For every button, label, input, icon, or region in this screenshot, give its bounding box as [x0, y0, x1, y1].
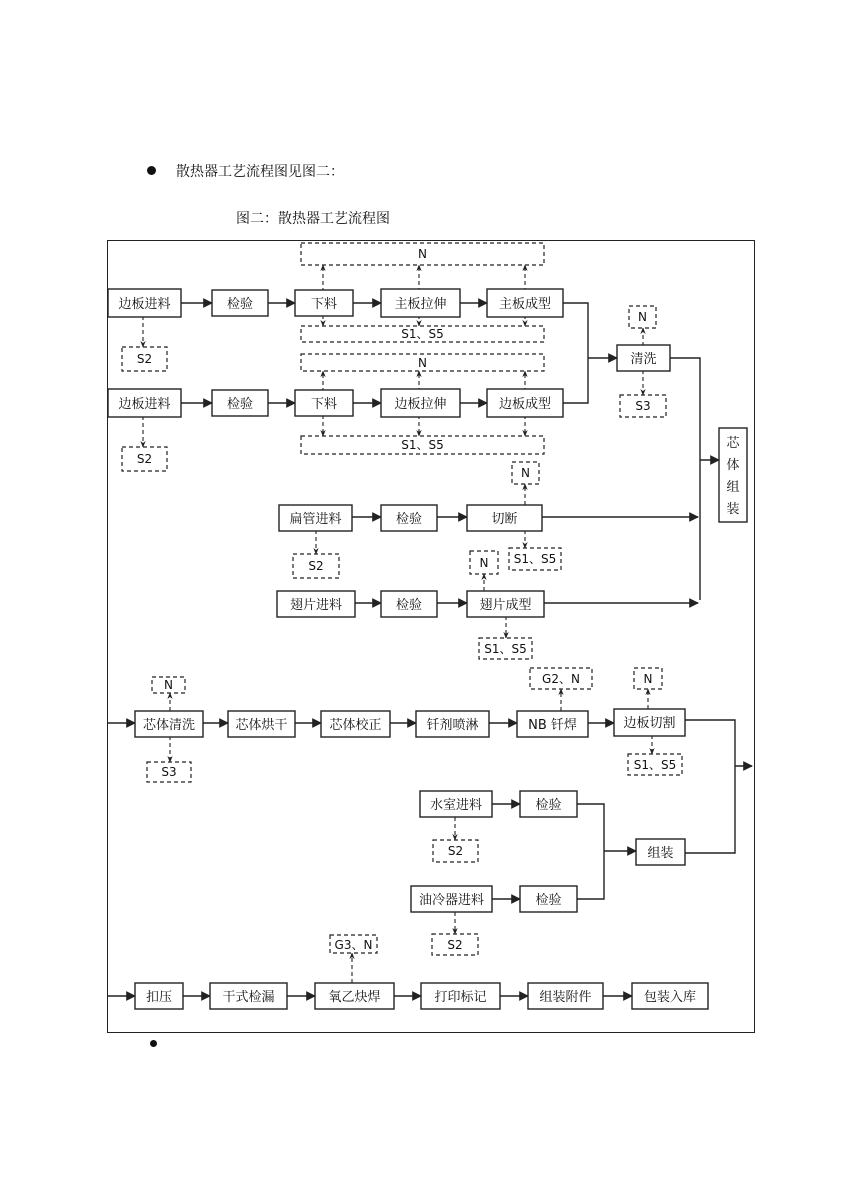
- node-b1-in: [108, 289, 181, 317]
- node-crimp: [135, 983, 183, 1009]
- svg-text:芯体烘干: 芯体烘干: [235, 718, 288, 733]
- svg-text:主板成型: 主板成型: [498, 297, 552, 312]
- node-b1-cut: [295, 290, 353, 316]
- node-attach-parts: [528, 983, 603, 1009]
- node-wash: [617, 345, 670, 371]
- svg-text:切断: 切断: [491, 512, 518, 527]
- svg-text:S1、S5: S1、S5: [633, 758, 677, 772]
- svg-text:检验: 检验: [535, 893, 562, 908]
- svg-text:NB 钎焊: NB 钎焊: [528, 718, 577, 733]
- node-core-dry: [228, 711, 295, 737]
- node-fin-check: [381, 591, 437, 617]
- svg-text:边板拉伸: 边板拉伸: [394, 397, 447, 412]
- emission-g2n-braze: [530, 668, 592, 689]
- svg-text:翅片进料: 翅片进料: [289, 598, 343, 613]
- svg-text:检验: 检验: [535, 798, 562, 813]
- svg-text:检验: 检验: [395, 512, 423, 527]
- svg-text:扁管进料: 扁管进料: [289, 512, 342, 527]
- svg-text:下料: 下料: [310, 297, 338, 312]
- svg-text:主板拉伸: 主板拉伸: [394, 297, 447, 312]
- node-edge-cut: [614, 709, 685, 736]
- svg-text:边板进料: 边板进料: [118, 297, 171, 312]
- svg-text:油冷器进料: 油冷器进料: [418, 893, 485, 908]
- node-oil-check: [520, 886, 577, 912]
- svg-text:G3、N: G3、N: [334, 938, 373, 952]
- emission-s1s5-fin: [479, 638, 532, 659]
- svg-text:水室进料: 水室进料: [429, 798, 483, 813]
- node-core-straighten: [321, 711, 390, 737]
- svg-text:边板切割: 边板切割: [623, 716, 676, 731]
- node-fin-in: [277, 591, 355, 617]
- svg-text:翅片成型: 翅片成型: [479, 598, 532, 613]
- svg-text:清洗: 清洗: [630, 352, 657, 367]
- emission-s2-tube: [293, 554, 339, 578]
- svg-text:钎剂喷淋: 钎剂喷淋: [426, 718, 479, 733]
- svg-text:检验: 检验: [226, 297, 254, 312]
- node-core-wash: [135, 711, 203, 737]
- emission-n-wash: [629, 306, 656, 328]
- svg-text:打印标记: 打印标记: [434, 990, 487, 1005]
- node-tube-in: [279, 505, 352, 531]
- svg-text:扣压: 扣压: [145, 990, 173, 1005]
- node-flux-spray: [416, 711, 489, 737]
- node-print-mark: [421, 983, 500, 1009]
- svg-text:N: N: [643, 672, 653, 686]
- svg-text:S2: S2: [447, 938, 463, 952]
- svg-text:下料: 下料: [310, 397, 338, 412]
- svg-text:S1、S5: S1、S5: [401, 327, 444, 341]
- svg-text:芯体校正: 芯体校正: [329, 718, 382, 733]
- svg-text:S2: S2: [136, 352, 153, 366]
- node-tube-cut: [467, 505, 542, 531]
- node-tube-check: [381, 505, 437, 531]
- emission-g3n-weld: [330, 935, 377, 953]
- node-b2-cut: [295, 390, 353, 416]
- emission-s2-row1: [122, 347, 167, 371]
- node-nb-braze: [517, 711, 588, 737]
- bullet: [150, 1040, 157, 1047]
- node-b2-in: [108, 389, 181, 417]
- svg-text:组装: 组装: [647, 846, 674, 861]
- svg-text:组装附件: 组装附件: [539, 990, 592, 1005]
- intro-text: 散热器工艺流程图见图二：: [176, 164, 344, 180]
- svg-text:边板成型: 边板成型: [498, 397, 552, 412]
- node-leak-test: [210, 983, 287, 1009]
- node-core-assembly: [719, 428, 747, 522]
- node-b1-form: [487, 289, 563, 317]
- node-b1-stretch: [381, 289, 460, 317]
- svg-text:检验: 检验: [395, 598, 423, 613]
- node-oil-in: [411, 886, 492, 912]
- emission-n-row1: [301, 243, 544, 265]
- emission-s1s5-row1: [301, 326, 544, 342]
- svg-text:芯体清洗: 芯体清洗: [142, 718, 196, 733]
- svg-text:氧乙炔焊: 氧乙炔焊: [328, 990, 381, 1005]
- node-tank-in: [420, 791, 492, 817]
- svg-text:S3: S3: [635, 399, 651, 413]
- emission-s1s5-row2: [301, 436, 544, 454]
- svg-text:边板进料: 边板进料: [118, 397, 171, 412]
- svg-text:S2: S2: [136, 452, 153, 466]
- node-b1-check: [212, 290, 268, 316]
- svg-text:N: N: [479, 556, 489, 570]
- emission-n-edge-cut: [634, 668, 662, 689]
- node-pack: [632, 983, 708, 1009]
- svg-text:N: N: [638, 310, 647, 324]
- emission-s2-oil: [432, 934, 478, 955]
- node-oxy-weld: [315, 983, 394, 1009]
- node-assembly: [636, 839, 685, 865]
- svg-text:S2: S2: [447, 844, 464, 858]
- svg-text:S1、S5: S1、S5: [513, 552, 557, 566]
- emission-s2-row2: [122, 447, 167, 471]
- svg-text:N: N: [418, 247, 427, 261]
- emission-n-fin: [470, 551, 498, 574]
- svg-text:N: N: [521, 466, 530, 480]
- emission-n-core-wash: [152, 677, 185, 693]
- svg-text:S2: S2: [308, 559, 324, 573]
- emission-n-cut: [512, 462, 539, 484]
- svg-text:G2、N: G2、N: [542, 672, 580, 686]
- node-b2-stretch: [381, 389, 460, 417]
- svg-text:干式检漏: 干式检漏: [222, 990, 275, 1005]
- svg-text:包装入库: 包装入库: [643, 990, 697, 1005]
- node-fin-form: [467, 591, 544, 617]
- node-b2-form: [487, 389, 563, 417]
- svg-text:S1、S5: S1、S5: [401, 438, 444, 452]
- node-b2-check: [212, 390, 268, 416]
- emission-s3-core-wash: [147, 762, 191, 782]
- emission-s3-wash: [620, 395, 666, 417]
- svg-text:S3: S3: [161, 765, 177, 779]
- figure-caption: 图二：散热器工艺流程图: [236, 211, 390, 227]
- node-tank-check: [520, 791, 577, 817]
- emission-s1s5-edge-cut: [628, 754, 682, 775]
- svg-text:检验: 检验: [226, 397, 254, 412]
- emission-s2-tank: [433, 840, 478, 862]
- emission-n-row2: [301, 354, 544, 371]
- svg-text:S1、S5: S1、S5: [484, 642, 527, 656]
- svg-text:N: N: [164, 678, 173, 692]
- emission-s1s5-cut: [509, 548, 561, 570]
- svg-text:N: N: [418, 356, 427, 370]
- core-assembly-label: 芯体组装: [726, 436, 740, 517]
